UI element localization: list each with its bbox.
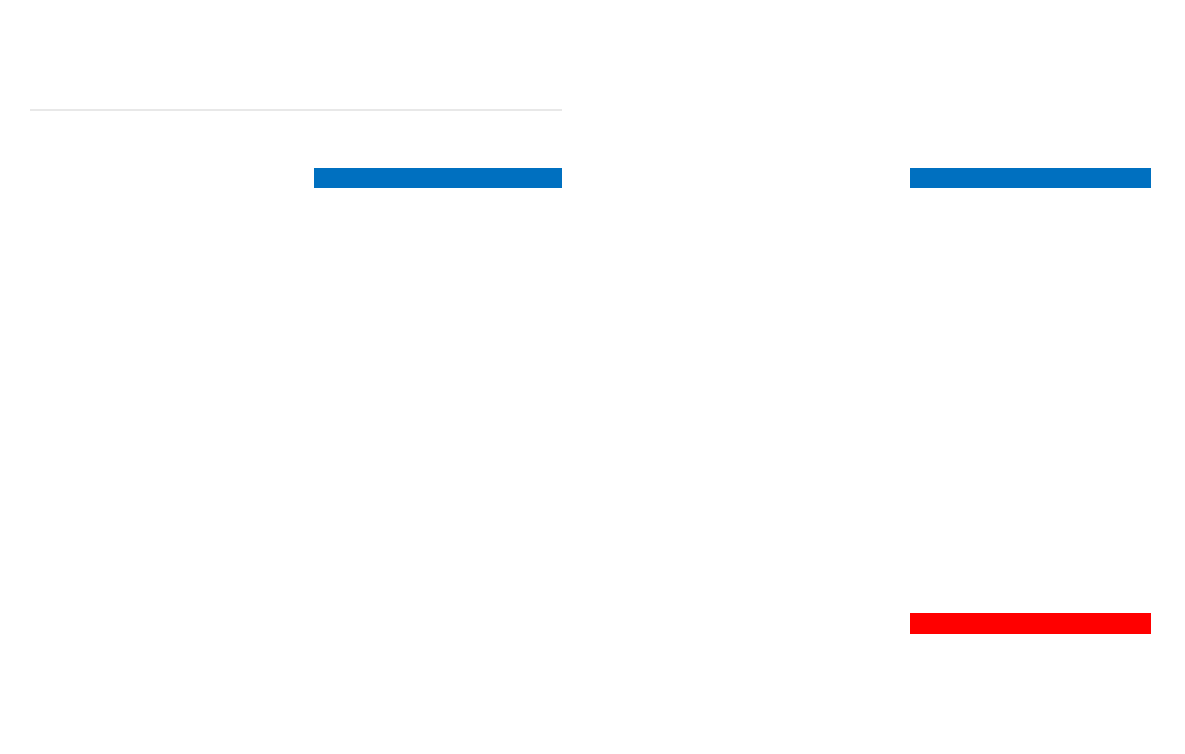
entity-name — [30, 109, 562, 111]
balance-header — [314, 168, 562, 188]
income-header — [910, 168, 1151, 188]
fondo-value — [910, 613, 1151, 634]
